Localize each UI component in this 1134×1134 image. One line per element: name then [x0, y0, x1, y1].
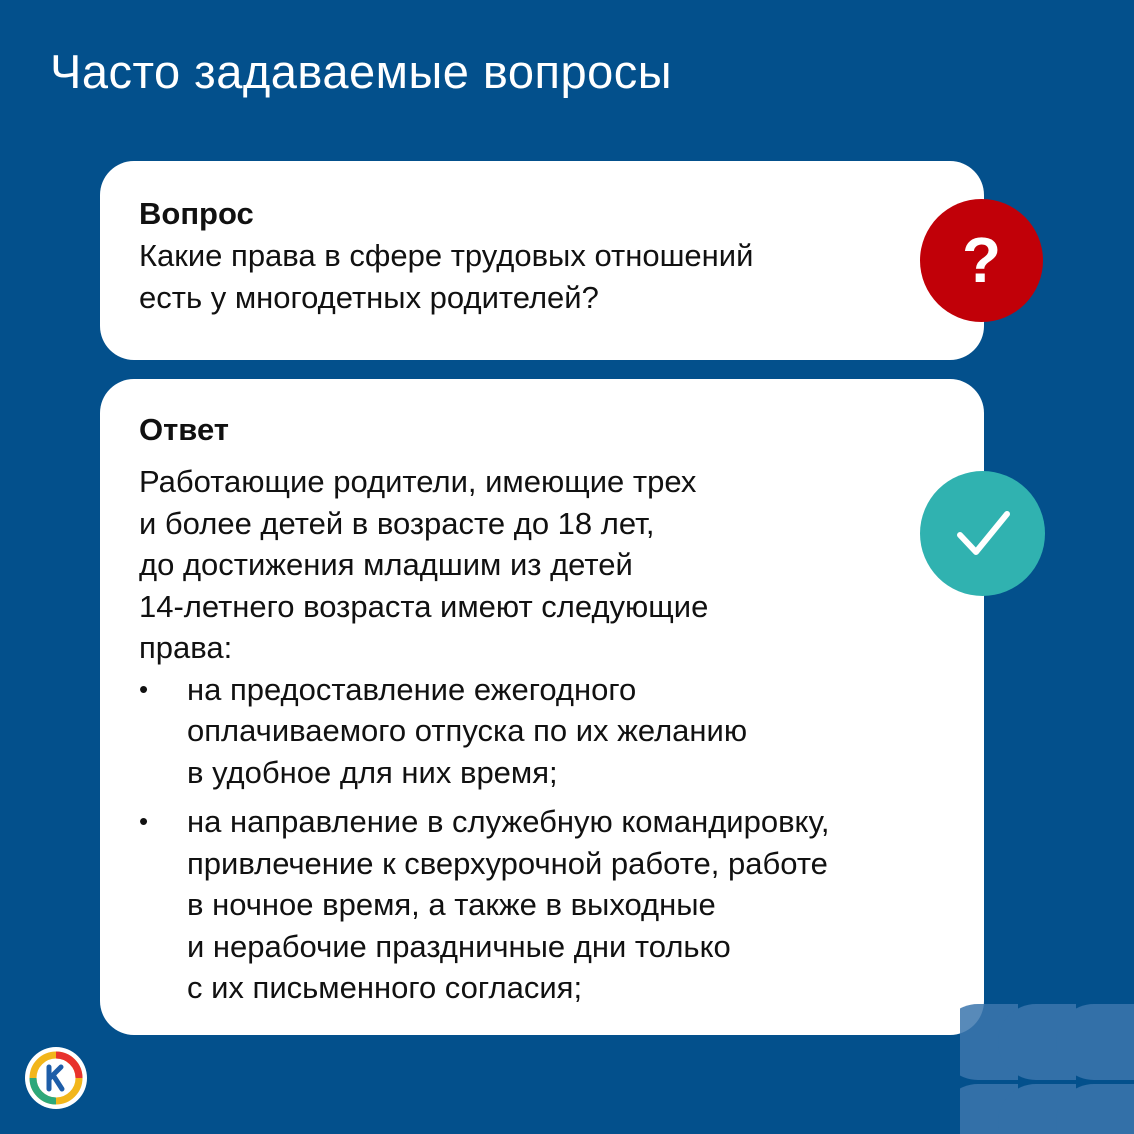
k-logo-icon [24, 1046, 88, 1110]
answer-intro-line: и более детей в возрасте до 18 лет, [139, 505, 655, 541]
bullet-icon: • [139, 673, 149, 704]
answer-intro-line: Работающие родители, имеющие трех [139, 464, 697, 499]
rights-list [139, 669, 984, 1009]
question-heading: Вопрос [139, 196, 254, 231]
question-mark-icon: ? [961, 223, 1002, 296]
answer-card [100, 379, 984, 1035]
question-text [139, 235, 984, 319]
list-item [139, 801, 984, 1009]
list-item-line: привлечение к сверхурочной работе, работе [187, 845, 828, 881]
question-line: есть у многодетных родителей? [139, 280, 599, 315]
list-item-line: на направление в служебную командировку, [187, 804, 830, 839]
list-item-line: на предоставление ежегодного [187, 671, 637, 707]
list-item-line: в ночное время, а также в выходные [187, 887, 716, 922]
page-title: Часто задаваемые вопросы [50, 45, 673, 98]
answer-intro-line: до достижения младшим из детей [139, 547, 633, 582]
answer-intro-line: права: [139, 630, 233, 665]
check-icon [953, 504, 1013, 564]
list-item-line: в удобное для них время; [187, 754, 558, 790]
decorative-shapes [960, 990, 1134, 1134]
list-item-line: оплачиваемого отпуска по их желанию [187, 713, 748, 748]
list-item-line: с их письменного согласия; [187, 970, 583, 1005]
answer-heading: Ответ [139, 412, 229, 447]
answer-intro-line: 14-летнего возраста имеют следующие [139, 588, 709, 624]
bullet-icon: • [139, 806, 149, 836]
question-line: Какие права в сфере трудовых отношений [139, 238, 754, 273]
list-item-line: и нерабочие праздничные дни только [187, 928, 731, 964]
answer-intro [139, 461, 984, 669]
question-card [100, 161, 984, 360]
answer-badge [920, 471, 1045, 596]
list-item [139, 669, 984, 794]
question-badge [920, 199, 1043, 322]
